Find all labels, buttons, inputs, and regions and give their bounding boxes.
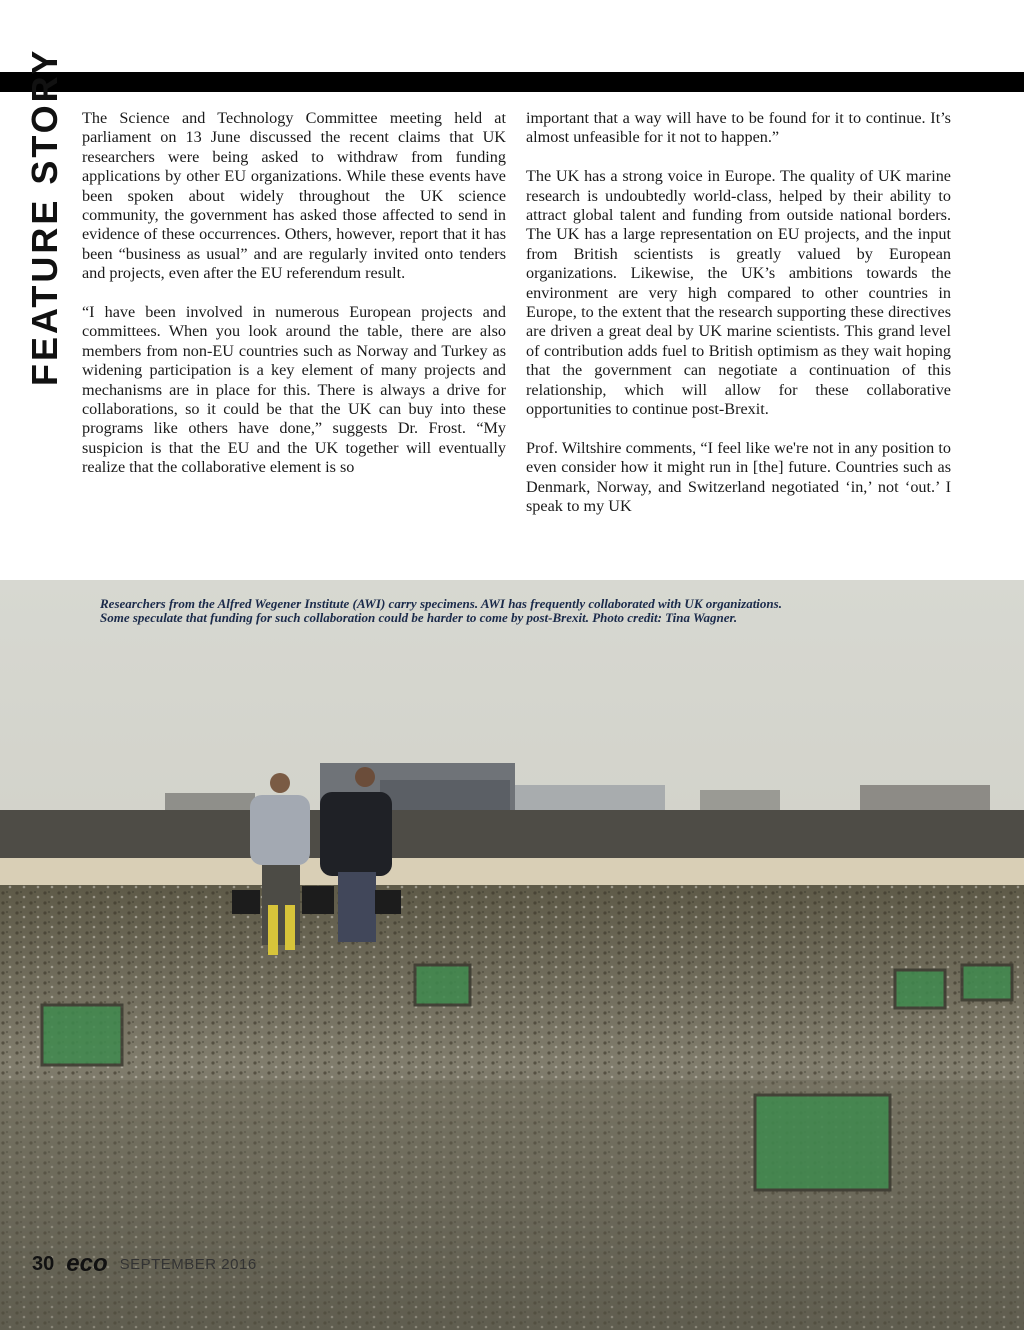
paragraph: The UK has a strong voice in Europe. The quality of UK marine research is undoubtedly world-class, helped by their ability to attract global talent and funding from outside national borders. The UK has a large representation on EU projects, and the input from British scientists is greatly valued by European organizations. Likewise, the UK’s ambitions towards the environment are very high compared to other countries in Europe, to the extent that the research supporting these directives are driven a great deal by UK marine scientists. This grand level of contribution adds fuel to British optimism as they wait hoping that the government can negotiate a continuation of this relationship, which will allow for these collaborative opportunities to continue post-Brexit. [526,167,951,419]
article-column-right [526,109,951,536]
paragraph: important that a way will have to be found for it to continue. It’s almost unfeasible for it not to happen.” [526,109,951,147]
section-label: FEATURE STORY [24,47,65,386]
caption-line: Researchers from the Alfred Wegener Institute (AWI) carry specimens. AWI has frequently collaborated with UK organizations. [100,596,782,611]
page-footer [32,1246,257,1282]
paragraph: Prof. Wiltshire comments, “I feel like we're not in any position to even consider how it might run in [the] future. Countries such as Denmark, Norway, and Switzerland negotiated ‘in,’ not ‘out.’ I speak to my UK [526,438,951,516]
page-number: 30 [32,1252,55,1275]
paragraph: “I have been involved in numerous European projects and committees. When you look around the table, there are also members from non-EU countries such as Norway and Turkey as widening participation is a key element of many projects and mechanisms are in place for this. There is always a drive for collaborations, so it could be that the UK can buy into these programs like others have done,” suggests Dr. Frost. “My suspicion is that the EU and the UK together will eventually realize that the collaborative element is so [82,303,506,477]
header-rule [0,72,1024,92]
photo-caption [100,597,940,625]
article-column-left [82,109,506,497]
caption-line: Some speculate that funding for such collaboration could be harder to come by post-Brexit. Photo credit: Tina Wagner. [100,610,738,625]
feature-photo [0,580,1024,1330]
magazine-logo: eco [66,1250,108,1277]
issue-date: SEPTEMBER 2016 [119,1255,257,1273]
paragraph: The Science and Technology Committee meeting held at parliament on 13 June discussed the recent claims that UK researchers were being asked to withdraw from funding applications by other EU organizations. While these events have been spoken about widely throughout the UK science community, the government has asked those affected to send in evidence of these occurrences. Others, however, report that it has been “business as usual” and are regularly invited onto tenders and projects, even after the EU referendum result. [82,109,506,283]
